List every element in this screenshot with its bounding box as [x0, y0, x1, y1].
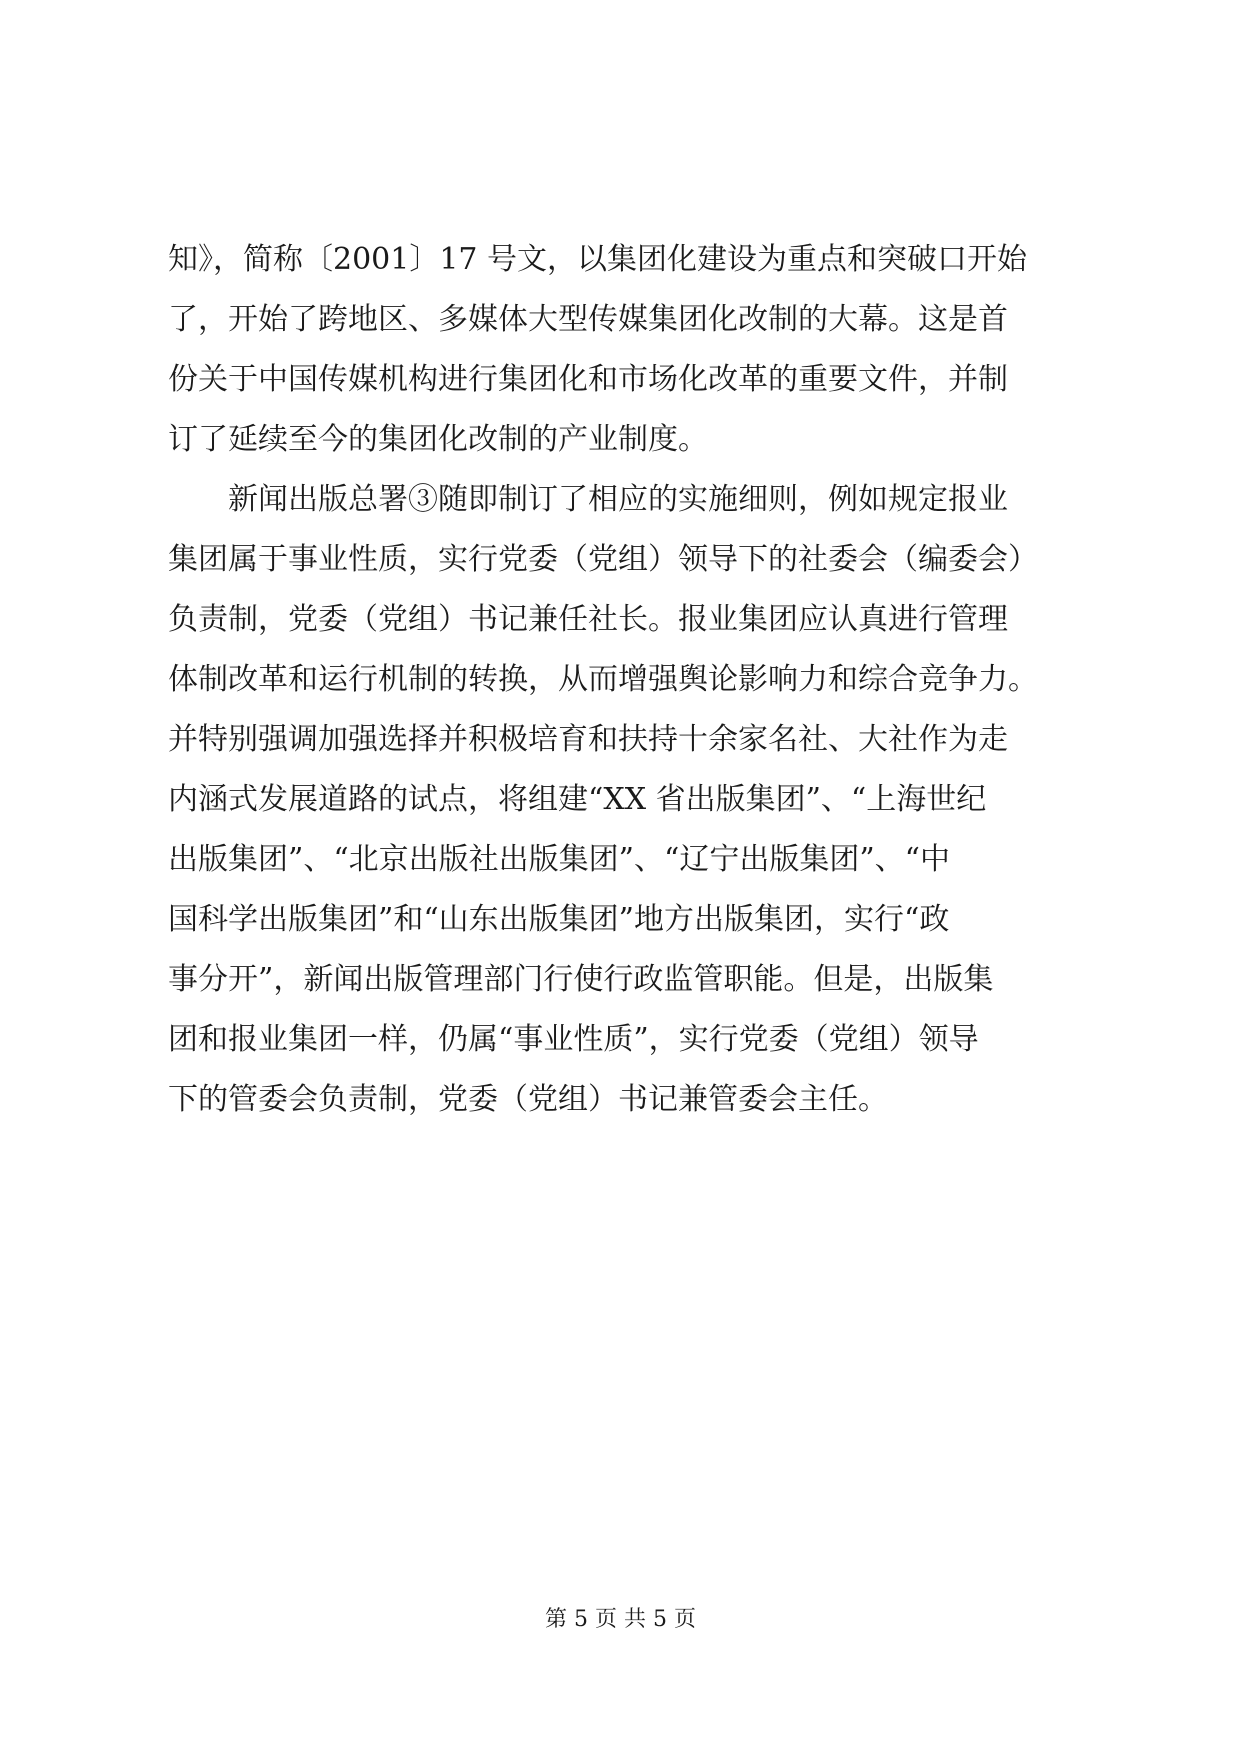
text-line: 集团属于事业性质，实行党委（党组）领导下的社委会（编委会）	[168, 542, 1038, 577]
text-line: 新闻出版总署③随即制订了相应的实施细则，例如规定报业	[168, 482, 1008, 517]
page-footer	[0, 1605, 1241, 1635]
page-number-label: 第 5 页 共 5 页	[545, 1607, 696, 1632]
text-line: 体制改革和运行机制的转换，从而增强舆论影响力和综合竞争力。	[168, 662, 1038, 697]
text-line: 订了延续至今的集团化改制的产业制度。	[168, 422, 708, 457]
body-text	[168, 230, 1088, 1130]
text-line: 出版集团”、“北京出版社出版集团”、“辽宁出版集团”、“中	[168, 842, 951, 877]
text-line: 内涵式发展道路的试点，将组建“XX 省出版集团”、“上海世纪	[168, 782, 987, 817]
text-line: 负责制，党委（党组）书记兼任社长。报业集团应认真进行管理	[168, 602, 1008, 637]
text-line: 份关于中国传媒机构进行集团化和市场化改革的重要文件，并制	[168, 362, 1008, 397]
text-line: 了，开始了跨地区、多媒体大型传媒集团化改制的大幕。这是首	[168, 302, 1008, 337]
text-line: 团和报业集团一样，仍属“事业性质”，实行党委（党组）领导	[168, 1022, 979, 1057]
text-line: 下的管委会负责制，党委（党组）书记兼管委会主任。	[168, 1082, 888, 1117]
text-line: 国科学出版集团”和“山东出版集团”地方出版集团，实行“政	[168, 902, 950, 937]
text-line: 知》，简称〔2001〕17 号文，以集团化建设为重点和突破口开始	[168, 242, 1028, 277]
text-line: 并特别强调加强选择并积极培育和扶持十余家名社、大社作为走	[168, 722, 1008, 757]
text-line: 事分开”，新闻出版管理部门行使行政监管职能。但是，出版集	[168, 962, 994, 997]
